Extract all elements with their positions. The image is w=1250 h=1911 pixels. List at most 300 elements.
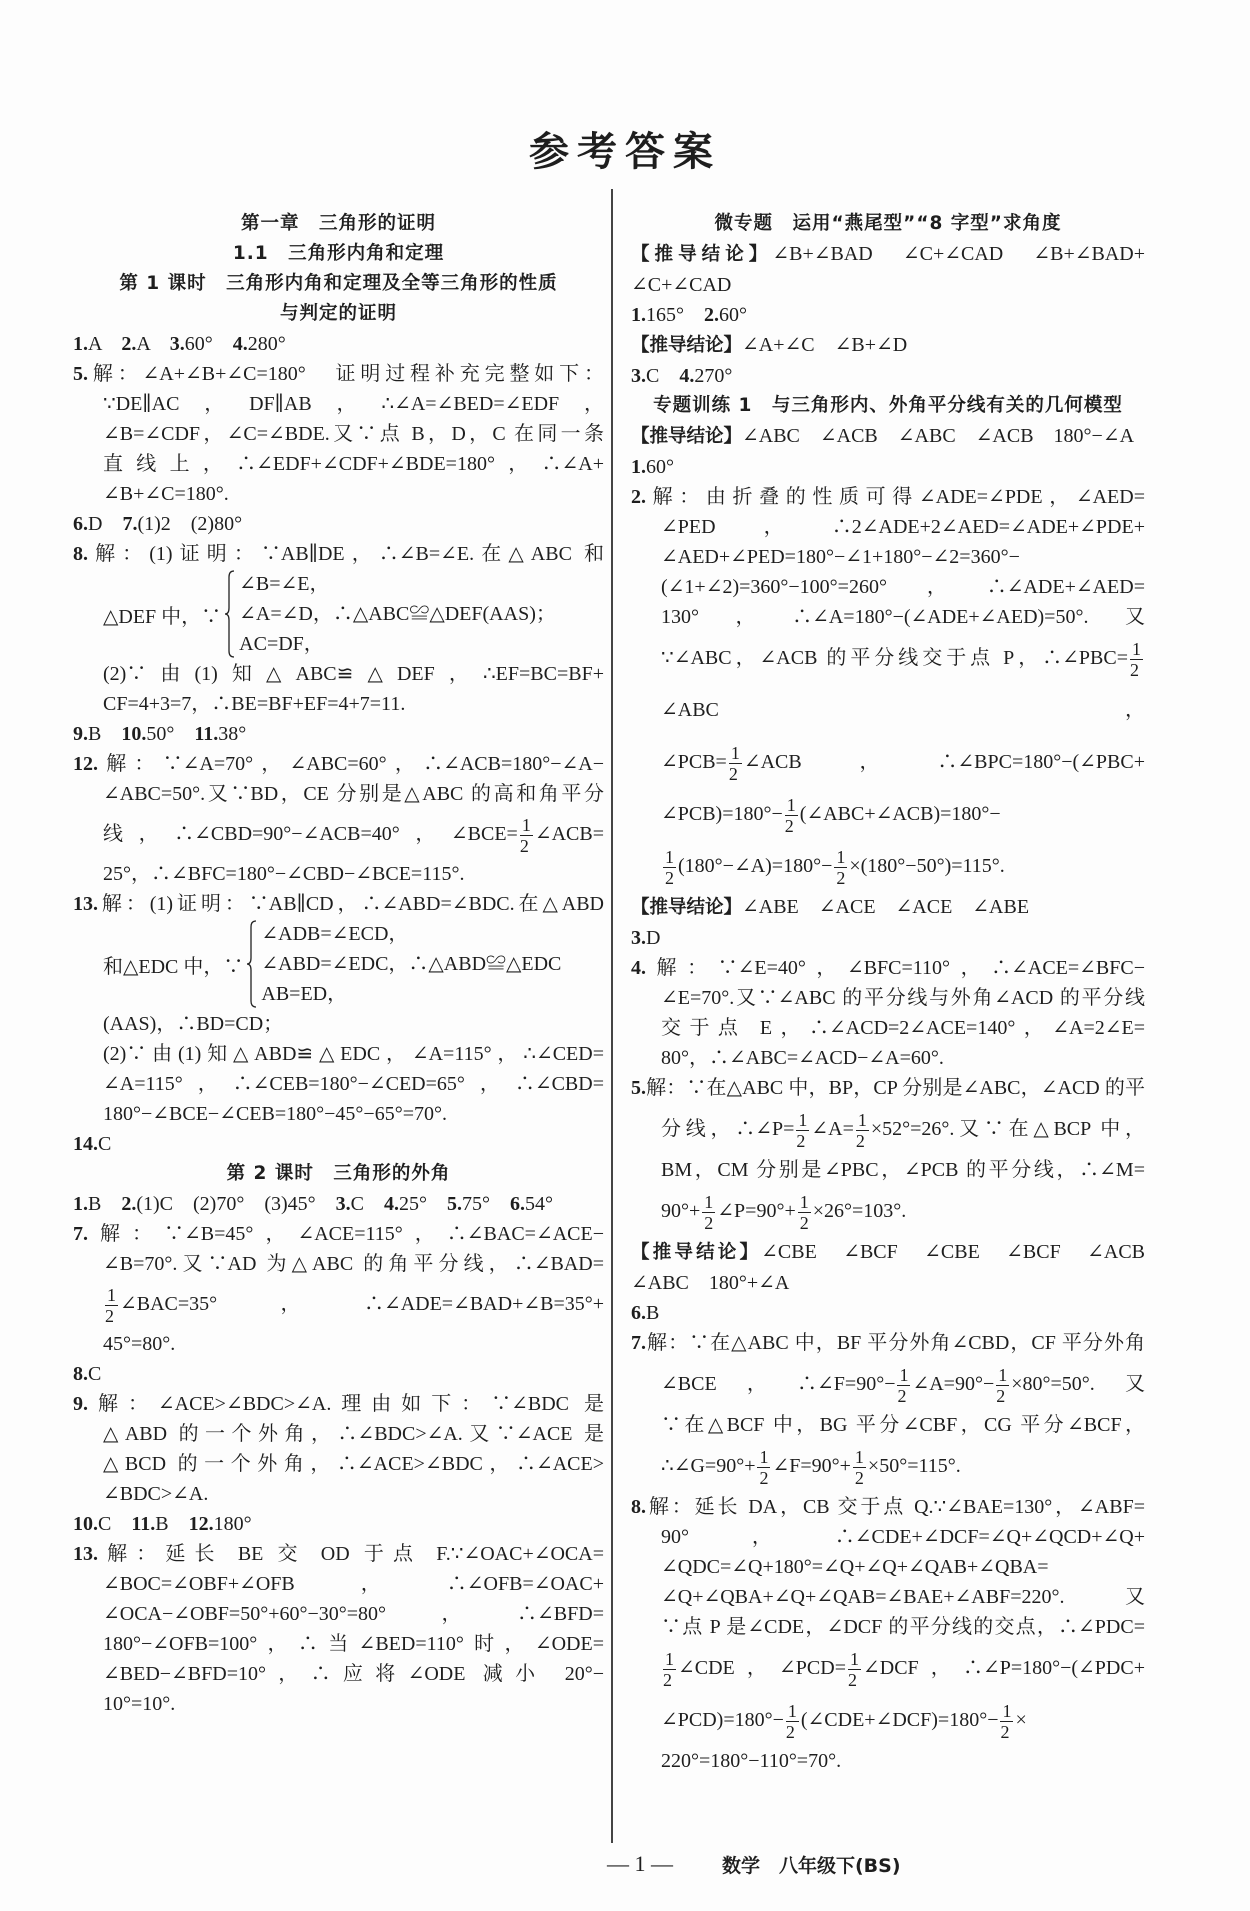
- answer-item: [631, 1492, 1145, 1776]
- text-run: ∠BOC=∠OBF+∠OFB，∴∠OFB=∠OAC+: [103, 1573, 604, 1595]
- answer-line: [73, 1009, 604, 1039]
- fraction-denominator: 2: [728, 763, 738, 784]
- fraction: [520, 815, 533, 856]
- answer-line: [631, 1552, 1145, 1582]
- fraction-numerator: 1: [799, 1191, 809, 1212]
- left-column: [73, 209, 604, 1719]
- fraction-numerator: 1: [854, 1446, 864, 1467]
- item-number: 8.: [73, 543, 88, 565]
- text-run: CF=4+3=7，∴BE=BF+EF=4+7=11.: [103, 693, 406, 715]
- answer-line: [631, 1522, 1145, 1552]
- fraction: [796, 1110, 809, 1151]
- text-run: △ABD 的一个外角，∴∠BDC>∠A.又∵∠ACE 是: [103, 1423, 604, 1445]
- text-run: C: [88, 1363, 102, 1385]
- text-run: BM，CM 分别是∠PBC，∠PCB 的平分线，∴∠M=: [661, 1159, 1145, 1181]
- fraction-denominator: 2: [704, 1212, 714, 1233]
- answer-line: [631, 482, 1145, 512]
- item-number: 9.: [73, 723, 88, 745]
- answer-line: [73, 1479, 604, 1509]
- text-run: 25°，∴∠BFC=180°−∠CBD−∠BCE=115°.: [103, 863, 465, 885]
- answer-line: [631, 1612, 1145, 1642]
- answer-line: [631, 1492, 1145, 1522]
- text-run: ∠A=90°−: [912, 1373, 995, 1395]
- text-run: 解：∵在△ABC 中，BF 平分外角∠CBD，CF 平分外角: [646, 1332, 1145, 1354]
- text-run: C: [98, 1133, 112, 1155]
- text-run: 130°，∴∠A=180°−(∠ADE+∠AED)=50°.又: [661, 606, 1145, 628]
- answer-line: [73, 1219, 604, 1249]
- text-run: ×(180°−50°)=115°.: [849, 855, 1005, 877]
- answer-line: [631, 330, 1145, 361]
- answer-line: [73, 1359, 604, 1389]
- text-run: ×26°=103°.: [812, 1200, 907, 1222]
- answer-item: [631, 300, 1145, 330]
- fraction-denominator: 2: [105, 1305, 114, 1326]
- text-run: (180°−∠A)=180°−: [678, 855, 833, 877]
- item-number: 13.: [73, 893, 98, 915]
- column-divider: [611, 189, 613, 1843]
- text-run: ∠ABC，: [661, 699, 1145, 721]
- fraction: [757, 1447, 770, 1488]
- text-run: (1)2 (2)80°: [137, 513, 243, 535]
- answer-item: [73, 889, 604, 1039]
- text-run: 解：∵∠B=45°，∠ACE=115°，∴∠BAC=∠ACE−: [88, 1223, 604, 1245]
- fraction: [856, 1110, 869, 1151]
- brace-prefix: △DEF 中，∵: [103, 605, 222, 628]
- fraction-denominator: 2: [796, 1130, 806, 1151]
- answer-line: [631, 1410, 1145, 1440]
- answer-line: [631, 1582, 1145, 1612]
- text-run: 线，∴∠CBD=90°−∠ACB=40°，∠BCE=: [103, 823, 518, 845]
- text-run: ∵在△BCF 中，BG 平分∠CBF，CG 平分∠BCF，: [661, 1414, 1145, 1436]
- text-run: (∠1+∠2)=360°−100°=260°，∴∠ADE+∠AED=: [661, 576, 1145, 598]
- answer-line: [631, 1694, 1145, 1746]
- answer-item: [73, 719, 604, 749]
- answer-item: [73, 1189, 604, 1219]
- text-run: ∠C+∠CAD: [631, 274, 732, 296]
- text-run: ∠CDE，∠PCD=: [678, 1657, 846, 1679]
- fraction-numerator: 1: [1132, 638, 1141, 659]
- answer-line: [73, 1599, 604, 1629]
- brace-row: ∠B=∠E，: [239, 573, 330, 595]
- item-number: 4.: [383, 1193, 399, 1215]
- answer-line: [73, 889, 604, 919]
- answer-item: [631, 421, 1145, 452]
- fraction-denominator: 2: [854, 1467, 864, 1488]
- text-run: 80°，∴∠ABC=∠ACD−∠A=60°.: [661, 1047, 944, 1069]
- answer-line: [73, 859, 604, 889]
- answer-line: [631, 923, 1145, 953]
- brace-prefix: 和△EDC 中，∵: [103, 955, 244, 978]
- answer-line: [73, 1659, 604, 1689]
- text-run: ∠BED−∠BFD=10°，∴应将∠ODE 减小 20°−: [103, 1663, 604, 1685]
- answer-line: [631, 1298, 1145, 1328]
- answer-line: [631, 1746, 1145, 1776]
- answer-line: [73, 479, 604, 509]
- fraction-numerator: 1: [850, 1648, 859, 1669]
- answer-line: [631, 840, 1145, 892]
- text-run: 38°: [218, 723, 247, 745]
- fraction-denominator: 2: [799, 1212, 809, 1233]
- text-run: (1)C (2)70° (3)45°: [136, 1193, 336, 1215]
- answer-line: [631, 1043, 1145, 1073]
- answer-line: [73, 539, 604, 569]
- text-run: 解：∠A+∠B+∠C=180° 证明过程补充完整如下：: [88, 363, 604, 385]
- item-number: 1.: [631, 456, 646, 478]
- text-run: ∠PCB)=180°−: [661, 803, 783, 825]
- fraction-denominator: 2: [519, 835, 529, 856]
- answer-item: [73, 1219, 604, 1359]
- fraction: [702, 1192, 715, 1233]
- conclusion-label: 【推导结论】: [631, 426, 743, 447]
- text-run: 270°: [694, 365, 733, 387]
- text-run: ∠ABC ∠ACB ∠ABC ∠ACB 180°−∠A: [742, 425, 1135, 447]
- text-run: (AAS)，∴BD=CD；: [103, 1013, 284, 1035]
- fraction: [1000, 1701, 1013, 1742]
- item-number: 14.: [73, 1133, 98, 1155]
- curly-brace-icon: [246, 919, 258, 1009]
- text-run: 分线，∴∠P=: [661, 1118, 795, 1140]
- text-run: 220°=180°−110°=70°.: [661, 1750, 842, 1772]
- brace-system: [73, 569, 604, 659]
- text-run: ∠BCE，∴∠F=90°−: [661, 1373, 896, 1395]
- text-run: A: [88, 333, 122, 355]
- item-number: 11.: [194, 723, 219, 745]
- conclusion-label: 【推导结论】: [631, 244, 773, 265]
- text-run: 165°: [646, 304, 704, 326]
- answer-item: [631, 892, 1145, 923]
- answer-line: [631, 632, 1145, 736]
- item-number: 1.: [631, 304, 646, 326]
- text-run: 25°: [398, 1193, 447, 1215]
- answer-item: [631, 452, 1145, 482]
- text-run: ∠ABE ∠ACE ∠ACE ∠ABE: [742, 896, 1030, 918]
- text-run: ∠ACB，∴∠BPC=180°−(∠PBC+: [743, 751, 1145, 773]
- section-heading: 第一章 三角形的证明: [240, 213, 436, 234]
- fraction-numerator: 1: [798, 1109, 808, 1130]
- text-run: ∠B+∠BAD ∠C+∠CAD ∠B+∠BAD+: [772, 243, 1145, 265]
- text-run: D: [88, 513, 123, 535]
- text-run: (2)∵由(1)知△ABD≌△EDC，∠A=115°，∴∠CED=: [103, 1043, 604, 1065]
- section-heading: 第 2 课时 三角形的外角: [226, 1163, 451, 1184]
- brace-row: AB=ED，: [261, 983, 348, 1005]
- answer-line: [631, 270, 1145, 300]
- text-run: 54°: [524, 1193, 553, 1215]
- fraction: [786, 1701, 799, 1742]
- text-run: ∠ABC 180°+∠A: [631, 1272, 790, 1294]
- answer-line: [73, 1189, 604, 1219]
- answer-item: [631, 239, 1145, 300]
- answer-line: [73, 389, 604, 419]
- answer-line: [631, 788, 1145, 840]
- section-heading: 微专题 运用“燕尾型”“8 字型”求角度: [714, 213, 1062, 234]
- answer-item: [73, 1509, 604, 1539]
- text-run: 180°: [213, 1513, 252, 1535]
- fraction: [853, 1447, 866, 1488]
- text-run: 解：延长 BE 交 OD 于点 F.∵∠OAC+∠OCA=: [98, 1543, 604, 1565]
- text-run: B: [646, 1302, 660, 1324]
- text-run: A: [136, 333, 170, 355]
- answer-line: [631, 1358, 1145, 1410]
- fraction-numerator: 1: [899, 1364, 909, 1385]
- text-run: 解：(1)证明：∵AB∥CD，∴∠ABD=∠BDC.在△ABD: [98, 893, 604, 915]
- text-run: (∠CDE+∠DCF)=180°−: [800, 1709, 999, 1731]
- text-run: 解：延长 DA，CB 交于点 Q.∵∠BAE=130°，∠ABF=: [646, 1496, 1145, 1518]
- fraction-numerator: 1: [786, 794, 796, 815]
- item-number: 6.: [73, 513, 88, 535]
- answer-line: [631, 892, 1145, 923]
- page-number: — 1 —: [607, 1851, 673, 1876]
- item-number: 4.: [679, 365, 695, 387]
- fraction-denominator: 2: [836, 867, 846, 888]
- item-number: 4.: [631, 957, 646, 979]
- text-run: C: [350, 1193, 384, 1215]
- fraction-numerator: 1: [1002, 1700, 1012, 1721]
- item-number: 10.: [73, 1513, 98, 1535]
- text-run: 45°=80°.: [103, 1333, 176, 1355]
- item-number: 9.: [73, 1393, 88, 1415]
- text-run: 解：∵∠A=70°，∠ABC=60°，∴∠ACB=180°−∠A−: [98, 753, 604, 775]
- text-run: ∠E=70°.又∵∠ABC 的平分线与外角∠ACD 的平分线: [661, 987, 1145, 1009]
- item-number: 5.: [73, 363, 88, 385]
- text-run: B: [88, 723, 122, 745]
- brace-rows: [239, 569, 604, 659]
- brace-rows: [261, 919, 604, 1009]
- text-run: 280°: [247, 333, 286, 355]
- fraction-numerator: 1: [759, 1446, 769, 1467]
- answer-line: [73, 809, 604, 859]
- conclusion-label: 【推导结论】: [631, 335, 743, 356]
- answer-line: [631, 1268, 1145, 1298]
- answer-line: [631, 953, 1145, 983]
- answer-line: [73, 1329, 604, 1359]
- answer-line: [73, 749, 604, 779]
- text-run: ∠B+∠C=180°.: [103, 483, 229, 505]
- text-run: ×52°=26°.又∵在△BCP 中，: [870, 1118, 1145, 1140]
- answer-line: [631, 1237, 1145, 1268]
- answer-line: [631, 602, 1145, 632]
- answer-line: [631, 1185, 1145, 1237]
- text-run: (∠ABC+∠ACB)=180°−: [799, 803, 1001, 825]
- answer-line: [631, 1155, 1145, 1185]
- text-run: ∵DE∥AC，DF∥AB，∴∠A=∠BED=∠EDF，: [103, 393, 604, 415]
- section-heading: 第 1 课时 三角形内角和定理及全等三角形的性质: [119, 273, 558, 294]
- answer-line: [73, 1039, 604, 1069]
- text-run: ∠AED+∠PED=180°−∠1+180°−∠2=360°−: [661, 546, 1020, 568]
- answer-item: [73, 1039, 604, 1129]
- text-run: B: [88, 1193, 122, 1215]
- answer-item: [631, 1328, 1145, 1492]
- text-run: 解：∵∠E=40°，∠BFC=110°，∴∠ACE=∠BFC−: [646, 957, 1145, 979]
- text-run: ∠A=: [811, 1118, 854, 1140]
- answer-line: [73, 419, 604, 449]
- answer-line: [73, 719, 604, 749]
- text-run: C: [646, 365, 680, 387]
- fraction: [663, 847, 676, 888]
- text-run: 直线上，∴∠EDF+∠CDF+∠BDE=180°，∴∠A+: [103, 453, 604, 475]
- text-run: 交于点 E，∴∠ACD=2∠ACE=140°，∠A=2∠E=: [661, 1017, 1145, 1039]
- section-heading: 专题训练 1 与三角形内、外角平分线有关的几何模型: [653, 395, 1123, 416]
- fraction-denominator: 2: [996, 1385, 1006, 1406]
- text-run: B: [155, 1513, 189, 1535]
- text-run: 解：由折叠的性质可得∠ADE=∠PDE，∠AED=: [646, 486, 1145, 508]
- answer-line: [73, 1249, 604, 1279]
- fraction-denominator: 2: [848, 1669, 857, 1690]
- item-number: 3.: [169, 333, 185, 355]
- answer-line: [631, 239, 1145, 270]
- fraction-denominator: 2: [663, 1669, 672, 1690]
- fraction: [785, 795, 798, 836]
- fraction: [996, 1365, 1009, 1406]
- answer-line: [73, 1129, 604, 1159]
- item-number: 4.: [232, 333, 248, 355]
- text-run: ∠QDC=∠Q+180°=∠Q+∠Q+∠QAB+∠QBA=: [661, 1556, 1049, 1578]
- text-run: ∵点 P 是∠CDE，∠DCF 的平分线的交点，∴∠PDC=: [661, 1616, 1145, 1638]
- text-run: 75°: [461, 1193, 510, 1215]
- item-number: 2.: [704, 304, 719, 326]
- fraction-numerator: 1: [836, 846, 846, 867]
- fraction-denominator: 2: [665, 867, 674, 888]
- fraction-denominator: 2: [785, 1721, 795, 1742]
- answer-line: [73, 659, 604, 689]
- text-run: 60°: [184, 333, 233, 355]
- brace-row: AC=DF，: [239, 633, 324, 655]
- answer-line: [631, 1440, 1145, 1492]
- text-run: ∠ABC=50°.又∵BD，CE 分别是△ABC 的高和角平分: [103, 783, 604, 805]
- answer-line: [631, 1328, 1145, 1358]
- answer-item: [73, 509, 604, 539]
- text-run: ∠BAC=35°，∴∠ADE=∠BAD+∠B=35°+: [120, 1293, 604, 1315]
- fraction: [663, 1649, 676, 1690]
- text-run: ∠P=90°+: [717, 1200, 796, 1222]
- fraction: [1130, 639, 1143, 680]
- answer-item: [631, 361, 1145, 391]
- answer-line: [73, 1539, 604, 1569]
- answer-item: [631, 1298, 1145, 1328]
- item-number: 11.: [131, 1513, 156, 1535]
- fraction-numerator: 1: [730, 742, 740, 763]
- fraction: [897, 1365, 910, 1406]
- fraction-denominator: 2: [759, 1467, 769, 1488]
- text-run: ∠Q+∠QBA+∠Q+∠QAB=∠BAE+∠ABF=220°.又: [661, 1586, 1145, 1608]
- fraction-numerator: 1: [521, 814, 531, 835]
- fraction-numerator: 1: [665, 1648, 674, 1669]
- fraction-numerator: 1: [857, 1109, 867, 1130]
- fraction-numerator: 1: [787, 1700, 797, 1721]
- text-run: △BCD 的一个外角，∴∠ACE>∠BDC，∴∠ACE>: [103, 1453, 604, 1475]
- answer-line: [631, 1103, 1145, 1155]
- answer-line: [631, 736, 1145, 788]
- answer-line: [631, 512, 1145, 542]
- brace-system: [73, 919, 604, 1009]
- fraction-numerator: 1: [107, 1284, 116, 1305]
- conclusion-label: 【推导结论】: [631, 1242, 762, 1263]
- answer-line: [631, 1073, 1145, 1103]
- text-run: ∵∠ABC，∠ACB 的平分线交于点 P，∴∠PBC=: [661, 647, 1128, 669]
- page-footer: [0, 1851, 1250, 1885]
- brace-row: ∠ABD=∠EDC，∴△ABD≌△EDC: [261, 953, 562, 975]
- answer-item: [631, 1073, 1145, 1237]
- text-run: 解：∵在△ABC 中，BP，CP 分别是∠ABC，∠ACD 的平: [646, 1077, 1145, 1099]
- item-number: 8.: [73, 1363, 88, 1385]
- item-number: 12.: [188, 1513, 214, 1535]
- text-run: ×50°=115°.: [867, 1455, 961, 1477]
- text-run: ×: [1015, 1709, 1027, 1731]
- curly-brace-icon: [224, 569, 236, 659]
- answer-line: [631, 421, 1145, 452]
- fraction-denominator: 2: [1000, 1721, 1010, 1742]
- text-run: 90°+: [661, 1200, 701, 1222]
- item-number: 6.: [509, 1193, 525, 1215]
- answer-line: [73, 1389, 604, 1419]
- item-number: 2.: [121, 1193, 137, 1215]
- text-run: ∴∠G=90°+: [661, 1455, 756, 1477]
- text-run: D: [646, 927, 661, 949]
- text-run: ×80°=50°.又: [1011, 1373, 1145, 1395]
- text-run: ∠CBE ∠BCF ∠CBE ∠BCF ∠ACB: [761, 1241, 1145, 1263]
- brace-row: ∠A=∠D，∴△ABC≌△DEF(AAS)；: [239, 603, 556, 625]
- answer-line: [631, 1013, 1145, 1043]
- section-heading: 与判定的证明: [279, 303, 397, 324]
- answer-item: [631, 953, 1145, 1073]
- conclusion-label: 【推导结论】: [631, 897, 743, 918]
- text-run: 180°−∠BCE−∠CEB=180°−45°−65°=70°.: [103, 1103, 447, 1125]
- item-number: 3.: [631, 365, 646, 387]
- answer-line: [73, 1449, 604, 1479]
- text-run: 180°−∠OFB=100°，∴当∠BED=110°时，∠ODE=: [103, 1633, 604, 1655]
- item-number: 5.: [631, 1077, 646, 1099]
- answer-line: [73, 1279, 604, 1329]
- text-run: ∠PCD)=180°−: [661, 1709, 784, 1731]
- answer-line: [73, 359, 604, 389]
- answer-item: [73, 749, 604, 889]
- fraction-numerator: 1: [665, 846, 674, 867]
- text-run: 10°=10°.: [103, 1693, 176, 1715]
- answer-item: [73, 359, 604, 509]
- item-number: 7.: [631, 1332, 646, 1354]
- item-number: 1.: [73, 333, 88, 355]
- answer-line: [73, 1069, 604, 1099]
- answer-line: [631, 300, 1145, 330]
- text-run: ∠A=115°，∴∠CEB=180°−∠CED=65°，∴∠CBD=: [103, 1073, 604, 1095]
- answer-line: [73, 1419, 604, 1449]
- text-run: 60°: [646, 456, 674, 478]
- text-run: 60°: [719, 304, 747, 326]
- text-run: 解：(1)证明：∵AB∥DE，∴∠B=∠E.在△ABC 和: [88, 543, 604, 565]
- answer-line: [73, 1099, 604, 1129]
- answer-item: [73, 1359, 604, 1389]
- answer-item: [73, 1389, 604, 1509]
- text-run: ∠F=90°+: [772, 1455, 851, 1477]
- item-number: 6.: [631, 1302, 646, 1324]
- fraction-denominator: 2: [1130, 659, 1139, 680]
- fraction: [105, 1285, 118, 1326]
- text-run: ∠DCF，∴∠P=180°−(∠PDC+: [863, 1657, 1145, 1679]
- answer-line: [73, 779, 604, 809]
- fraction: [798, 1192, 811, 1233]
- text-run: 50°: [146, 723, 195, 745]
- item-number: 5.: [446, 1193, 462, 1215]
- answer-item: [631, 923, 1145, 953]
- brace-row: ∠ADB=∠ECD，: [261, 923, 409, 945]
- answer-line: [73, 449, 604, 479]
- item-number: 10.: [121, 723, 147, 745]
- fraction-denominator: 2: [897, 1385, 907, 1406]
- text-run: C: [98, 1513, 132, 1535]
- item-number: 2.: [631, 486, 646, 508]
- text-run: ∠B=∠CDF，∠C=∠BDE.又∵点 B，D，C 在同一条: [103, 423, 604, 445]
- fraction: [729, 743, 742, 784]
- answer-line: [73, 509, 604, 539]
